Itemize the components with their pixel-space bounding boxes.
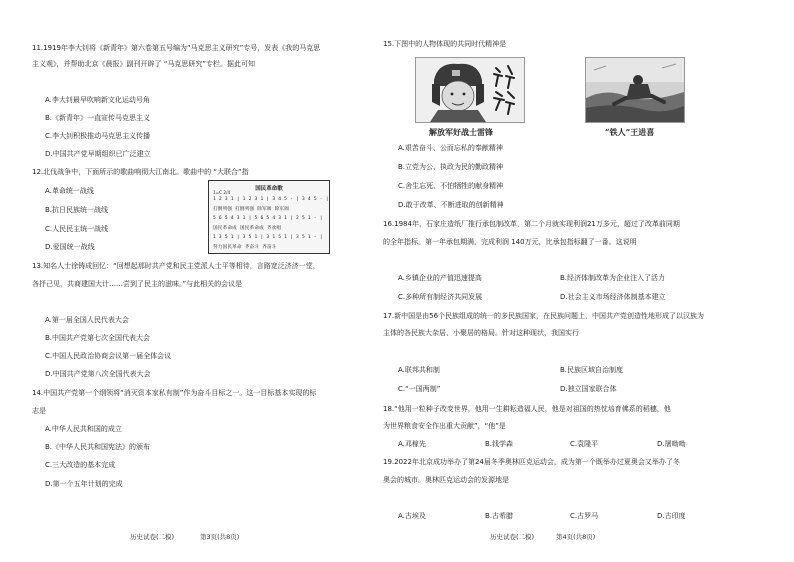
q14-option-c[interactable]: C.三大改造的基本完成 [45, 461, 116, 469]
q18-stem-line1: 18.“他用一粒种子改变世界，他用一生耕耘造福人民，他是对祖国的热忱培育佛系的稻穗，他 [383, 405, 671, 413]
wang-jinxi-caption: “铁人”王进喜 [605, 127, 655, 137]
q14-option-d[interactable]: D.第一个五年计划的完成 [45, 480, 123, 488]
song-notation-line: 1 2 3 1 | 1 2 3 1 | 3 4 5 - | 3 4 5 - | [213, 197, 329, 202]
q11-stem-line2: 主义观》，并帮助北京《晨报》副刊开辟了 “马克思研究”专栏。据此可知 [32, 60, 255, 68]
q16-option-a[interactable]: A.乡镇企业的产值迅速提高 [398, 274, 482, 282]
q18-option-a[interactable]: A.邓稼先 [398, 440, 426, 448]
song-title: 国民革命歌 [255, 186, 283, 192]
song-lyrics-line: 国民革命成 国民革命成 齐欢唱 [213, 226, 282, 231]
lei-feng-portrait-icon [416, 58, 524, 122]
footer-page-number: 第3页(共8页) [200, 533, 240, 541]
q18-option-b[interactable]: B.钱学森 [485, 440, 514, 448]
q17-stem-line1: 17.新中国是由56个民族组成的统一的多民族国家，在民族问题上，中国共产党创造性地形成了以汉族为 [383, 312, 705, 320]
song-notation-line: 5 6 5 4 3 1 | 5 6 5 4 3 1 | 2 5 1 - | [213, 216, 323, 221]
q11-option-c[interactable]: C.李大钊积极推动马克思主义传播 [45, 132, 151, 140]
q17-option-c[interactable]: C.“一国两制” [398, 385, 441, 393]
q14-stem-line1: 14.中国共产党第一个纲领将“消灭资本家私有制”作为奋斗目标之一。这一目标基本实现的标 [32, 389, 317, 397]
q17-option-a[interactable]: A.联邦共和制 [398, 366, 440, 374]
footer-exam-title-right: 历史试卷(二模) [490, 533, 535, 541]
q18-option-c[interactable]: C.袁隆平 [570, 440, 599, 448]
q13-option-d[interactable]: D.中国共产党第八次全国代表大会 [45, 370, 151, 378]
song-key: 1=C 2/4 [213, 190, 231, 195]
q16-option-d[interactable]: D.社会主义市场经济体制基本建立 [560, 293, 666, 301]
footer-page-number-right: 第4页(共8页) [556, 533, 596, 541]
q14-stem-line2: 志是 [32, 407, 46, 415]
q13-option-a[interactable]: A.第一届全国人民代表大会 [45, 316, 129, 324]
q19-option-d[interactable]: D.古印度 [657, 512, 686, 520]
q15-stem-line1: 15.下图中的人物体现的共同时代精神是 [383, 40, 507, 48]
wang-jinxi-oil-field-icon [586, 58, 684, 122]
q14-option-b[interactable]: B.《中华人民共和国宪法》的颁布 [45, 443, 151, 451]
q16-option-c[interactable]: C.多种所有制经济共同发展 [398, 293, 483, 301]
q16-stem-line2: 的全年指标。第一年承包期满，完成利润 140万元，比承包指标翻了一番。这说明 [383, 238, 637, 246]
song-notation-line: 1 3 5 1 | 3 5 1 | 3 1 5 1 | 3 5 1 - | [213, 235, 323, 240]
q15-option-d[interactable]: D.敢于改革、不断进取的创新精神 [398, 201, 504, 209]
q19-option-c[interactable]: C.古罗马 [570, 512, 599, 520]
q19-stem-line1: 19.2022年北京成功举办了第24届冬季奥林匹克运动会，成为第一个既举办过夏奥会又举办了冬 [383, 458, 680, 466]
q13-option-c[interactable]: C.中国人民政治协商会议第一届全体会议 [45, 352, 172, 360]
q12-option-b[interactable]: B.抗日民族统一战线 [45, 206, 109, 214]
q12-stem-line1: 12.北伐战争中，下面所示的歌曲响彻大江南北。歌曲中的 “大联合”指 [32, 168, 249, 176]
q17-option-b[interactable]: B.民族区域自治制度 [560, 366, 624, 374]
q14-option-a[interactable]: A.中华人民共和国的成立 [45, 425, 122, 433]
lei-feng-caption: 解放军好战士雷锋 [429, 127, 493, 137]
q13-stem-line2: 各抒己见，共商建国大计……尝到了民主的滋味。”与此相关的会议是 [32, 280, 243, 288]
q19-option-b[interactable]: B.古希腊 [485, 512, 514, 520]
q18-option-d[interactable]: D.屠呦呦 [657, 440, 686, 448]
song-lyrics-line: 打倒列强 打倒列强 除军阀 除军阀 [213, 207, 290, 212]
q11-option-b[interactable]: B.《新青年》一直宣传马克思主义 [45, 114, 151, 122]
wang-jinxi-photo [585, 57, 685, 123]
lei-feng-photo [415, 57, 525, 123]
q19-stem-line2: 奥会的城市。奥林匹克运动会的发源地是 [383, 476, 509, 484]
q13-stem-line1: 13.知名人士徐铸成回忆：“回想起那时共产党和民主党派人士平等相待，言路宽泛济济一堂， [32, 262, 320, 270]
q11-option-a[interactable]: A.李大钊最早吹响新文化运动号角 [45, 96, 150, 104]
q12-option-d[interactable]: D.爱国统一战线 [45, 243, 95, 251]
q18-stem-line2: 为世界粮食安全作出重大贡献”，“他”是 [383, 422, 506, 430]
footer-exam-title: 历史试卷(二模) [130, 533, 175, 541]
q15-option-b[interactable]: B.立党为公、执政为民的勤政精神 [398, 163, 504, 171]
song-sheet-image [208, 180, 330, 254]
q15-option-a[interactable]: A.艰苦奋斗、公而忘私的奉献精神 [398, 144, 503, 152]
q12-option-a[interactable]: A.革命统一战线 [45, 187, 94, 195]
q19-option-a[interactable]: A.古埃及 [398, 512, 426, 520]
q11-option-d[interactable]: D.中国共产党早期组织已广泛建立 [45, 150, 151, 158]
q12-option-c[interactable]: C.人民民主统一战线 [45, 225, 109, 233]
q17-stem-line2: 主体的各民族大杂居、小聚居的格局。针对这种现状，我国实行 [383, 329, 579, 337]
q13-option-b[interactable]: B.中国共产党第七次全国代表大会 [45, 334, 151, 342]
song-lyrics-line: 努力国民革命 齐奋斗 齐奋斗 [213, 245, 277, 250]
q11-stem-line1: 11.1919年李大钊将《新青年》第六卷第五号编为“马克思主义研究”专号，发表《我的马克思 [32, 44, 321, 52]
q17-option-d[interactable]: D.独立国家联合体 [560, 385, 617, 393]
q15-option-c[interactable]: C.舍生忘死、不怕牺牲的献身精神 [398, 182, 504, 190]
q16-stem-line1: 16.1984年，石家庄造纸厂推行承包制改革，第二个月就实现利润21万多元，超过了改革前同期 [383, 220, 680, 228]
q16-option-b[interactable]: B.经济体制改革为企业注入了活力 [560, 274, 666, 282]
